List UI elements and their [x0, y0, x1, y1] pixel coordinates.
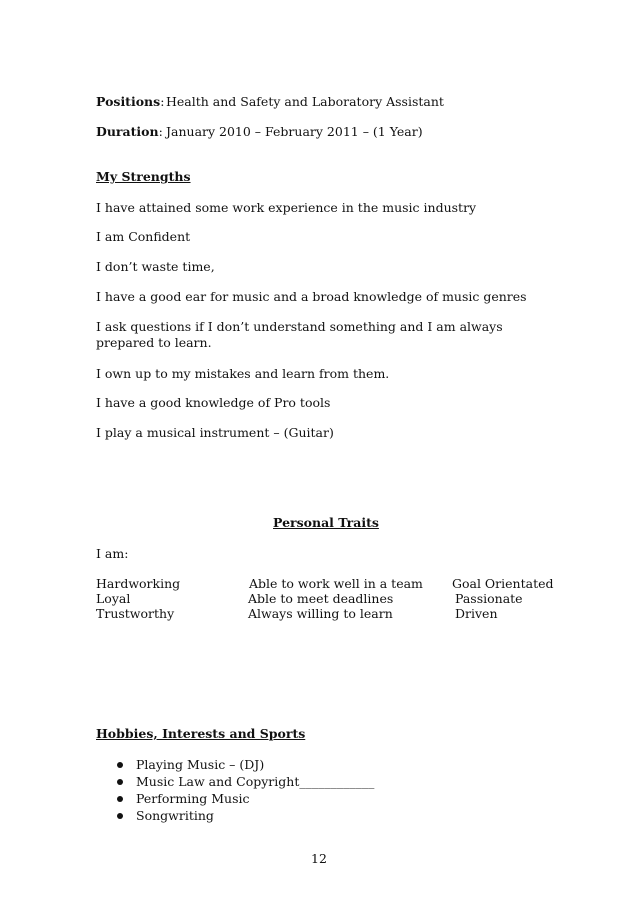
strength-item: I ask questions if I don’t understand something and I am always prepared to learn.	[96, 319, 503, 350]
hobby-item	[117, 774, 374, 790]
trait-cell: Loyal	[96, 591, 131, 606]
strength-item: I am Confident	[96, 229, 191, 244]
hobby-text: Songwriting	[136, 808, 214, 823]
positions-value: Health and Safety and Laboratory Assistant	[166, 94, 444, 109]
trait-cell: Able to meet deadlines	[248, 591, 394, 606]
strength-item: I play a musical instrument – (Guitar)	[96, 425, 334, 440]
positions-line	[96, 94, 444, 110]
hobby-text: Playing Music – (DJ)	[136, 757, 265, 772]
hobbies-heading: Hobbies, Interests and Sports	[96, 726, 306, 741]
strength-item: I have a good ear for music and a broad knowledge of music genres	[96, 289, 527, 304]
bullet-icon	[117, 796, 123, 802]
duration-label: Duration	[96, 124, 159, 139]
strength-item: I have a good knowledge of Pro tools	[96, 395, 331, 410]
strength-item: I own up to my mistakes and learn from them.	[96, 366, 390, 381]
hobby-item	[117, 791, 250, 807]
hobby-text: Music Law and Copyright____________	[136, 774, 375, 789]
hobby-item	[117, 808, 214, 824]
strengths-heading: My Strengths	[96, 169, 191, 184]
trait-cell: Always willing to learn	[248, 606, 393, 621]
trait-cell: Able to work well in a team	[249, 576, 423, 591]
hobby-text: Performing Music	[136, 791, 250, 806]
trait-cell: Passionate	[455, 591, 523, 606]
traits-intro: I am:	[96, 546, 129, 561]
positions-label: Positions	[96, 94, 161, 109]
duration-line	[96, 124, 423, 140]
duration-value: January 2010 – February 2011 – (1 Year)	[166, 124, 423, 139]
strength-item: I don’t waste time,	[96, 259, 215, 274]
trait-cell: Goal Orientated	[452, 576, 554, 591]
page-number: 12	[311, 851, 327, 866]
trait-cell: Trustworthy	[96, 606, 175, 621]
duration-colon: :	[158, 124, 163, 139]
bullet-icon	[117, 762, 123, 768]
trait-cell: Driven	[455, 606, 498, 621]
positions-colon: :	[160, 94, 165, 109]
bullet-icon	[117, 779, 123, 785]
trait-cell: Hardworking	[96, 576, 181, 591]
traits-heading: Personal Traits	[273, 515, 379, 530]
bullet-icon	[117, 813, 123, 819]
strength-item: I have attained some work experience in the music industry	[96, 200, 477, 215]
hobby-item	[117, 757, 264, 773]
